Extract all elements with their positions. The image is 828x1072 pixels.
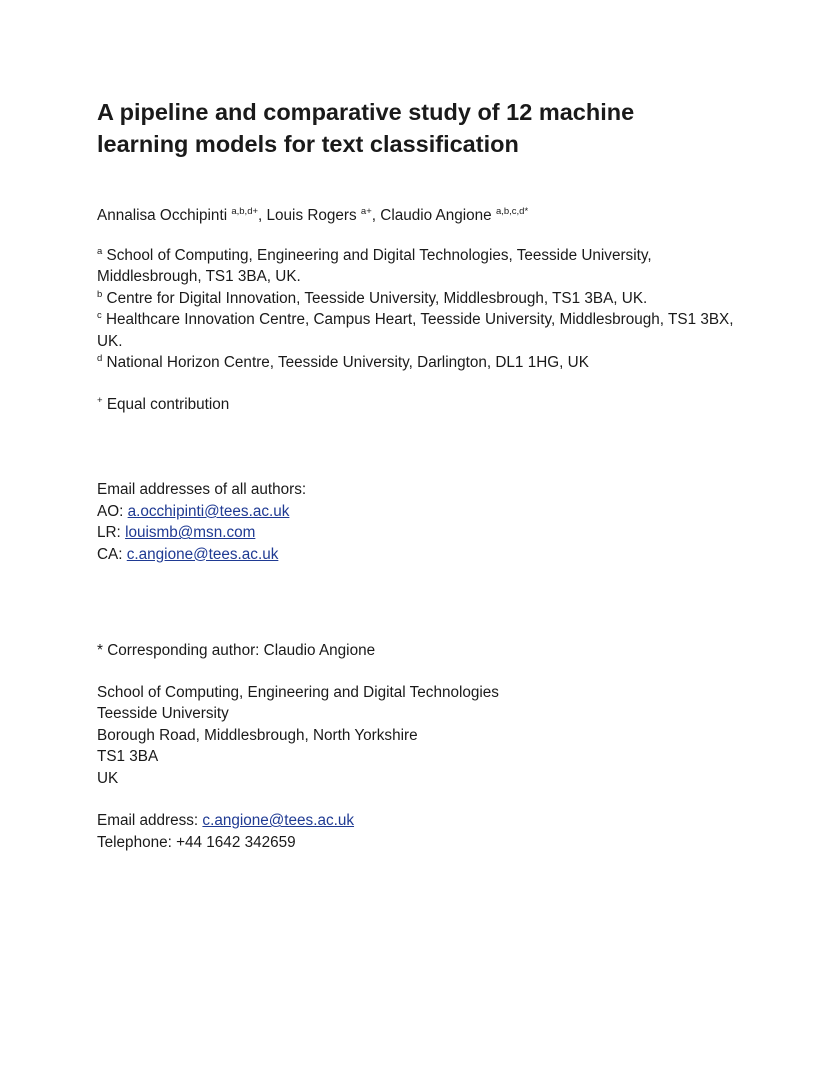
title-line-1: A pipeline and comparative study of 12 machine [97, 99, 635, 125]
email-link-ca[interactable]: c.angione@tees.ac.uk [126, 545, 279, 563]
contact-details [97, 810, 737, 853]
author-affiliation-marks: a,b,c,d* [495, 206, 529, 217]
author-separator: , [258, 207, 267, 224]
author-name: Annalisa Occhipinti [97, 207, 228, 224]
address-line: UK [97, 769, 119, 787]
author-affiliation-marks: a+ [360, 206, 372, 217]
contact-email-link[interactable]: c.angione@tees.ac.uk [202, 812, 355, 830]
address-line: School of Computing, Engineering and Digital Technologies [97, 684, 499, 702]
paper-title [97, 96, 737, 160]
email-entry-ao: AO: a.occhipinti@tees.ac.uk [97, 502, 290, 520]
title-page [97, 96, 737, 853]
contact-telephone: Telephone: +44 1642 342659 [97, 833, 296, 851]
email-link-ao[interactable]: a.occhipinti@tees.ac.uk [127, 502, 290, 520]
address-line: TS1 3BA [97, 748, 159, 766]
affiliation-a: $^a$ School of Computing, Engineering and Digital Technologies, Teesside University, Middlesbrough, TS1 3BA, UK. [97, 246, 652, 286]
author-name: Louis Rogers [266, 207, 357, 224]
contact-email: Email address: c.angione@tees.ac.uk [97, 812, 355, 830]
emails-heading: Email addresses of all authors: [97, 481, 307, 499]
email-entry-ca: CA: c.angione@tees.ac.uk [97, 545, 279, 563]
email-link-lr[interactable]: louismb@msn.com [125, 524, 256, 542]
affiliation-list [97, 245, 737, 373]
title-line-2: learning models for text classification [97, 131, 519, 157]
affiliation-c: $^c$ Healthcare Innovation Centre, Campus Heart, Teesside University, Middlesbrough, TS1 3BX, UK. [97, 310, 734, 350]
affiliation-b: $^b$ Centre for Digital Innovation, Teesside University, Middlesbrough, TS1 3BA, UK. [97, 288, 648, 307]
author-list [97, 205, 737, 227]
corresponding-author: * Corresponding author: Claudio Angione [97, 642, 376, 660]
address-line: Borough Road, Middlesbrough, North Yorkshire [97, 726, 418, 744]
address-line: Teesside University [97, 705, 229, 723]
author-name: Claudio Angione [380, 207, 492, 224]
author-separator: , [371, 207, 381, 224]
equal-contribution-note: + Equal contribution [97, 395, 230, 414]
affiliation-d: $^d$ National Horizon Centre, Teesside University, Darlington, DL1 1HG, UK [97, 353, 589, 372]
author-emails [97, 479, 737, 565]
author-affiliation-marks: a,b,d+ [231, 206, 259, 217]
email-entry-lr: LR: louismb@msn.com [97, 524, 256, 542]
postal-address [97, 682, 737, 789]
